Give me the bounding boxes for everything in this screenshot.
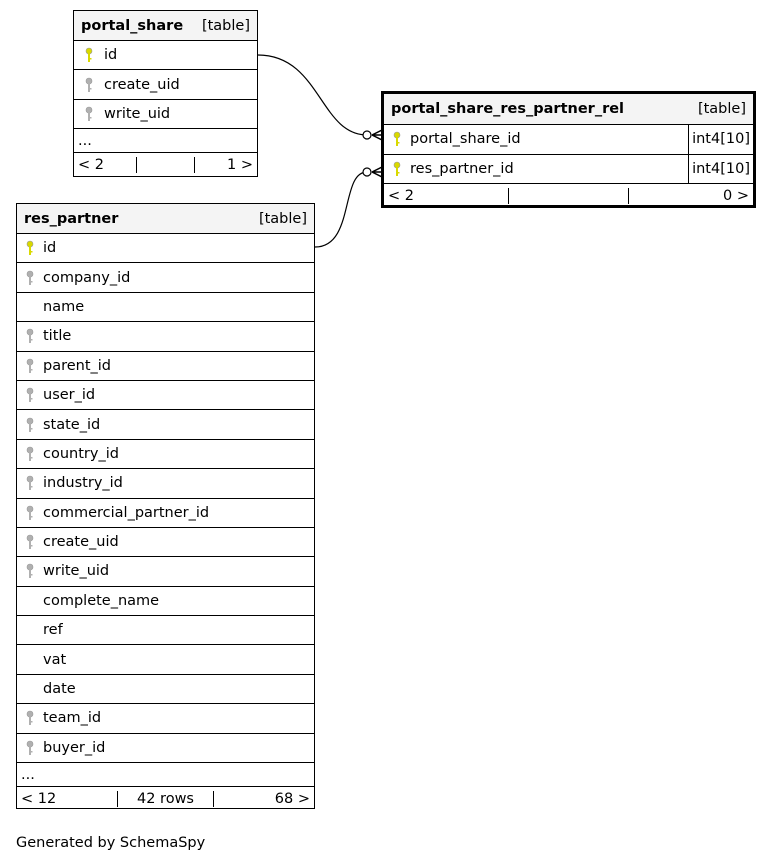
primary-key-icon — [74, 47, 104, 63]
column-row[interactable] — [384, 125, 753, 155]
column-row[interactable] — [17, 293, 314, 322]
column-name: vat — [43, 651, 67, 668]
foreign-key-icon — [17, 328, 43, 344]
column-name: state_id — [43, 416, 101, 433]
column-row[interactable] — [17, 234, 314, 263]
edge-portal-share-id-zero-marker — [363, 131, 371, 139]
column-name: commercial_partner_id — [43, 504, 210, 521]
footer-parents: < 2 — [78, 156, 104, 173]
column-type: int4[10] — [688, 125, 753, 154]
column-name: complete_name — [43, 592, 160, 609]
footer-rows — [136, 157, 195, 173]
column-name: create_uid — [104, 76, 180, 93]
foreign-key-icon — [17, 740, 43, 756]
table-header — [74, 11, 257, 41]
foreign-key-icon — [17, 534, 43, 550]
more-columns: ... — [17, 763, 314, 787]
table-kind: [table] — [697, 101, 746, 117]
column-row[interactable] — [17, 499, 314, 528]
foreign-key-icon — [17, 358, 43, 374]
column-name: res_partner_id — [410, 160, 514, 177]
column-row[interactable] — [17, 645, 314, 674]
column-row[interactable] — [74, 41, 257, 70]
more-columns: ... — [74, 129, 257, 153]
edge-res-partner-id-zero-marker — [363, 168, 371, 176]
column-name: user_id — [43, 387, 96, 404]
column-row[interactable] — [17, 410, 314, 439]
foreign-key-icon — [17, 563, 43, 579]
footer-children: 68 > — [213, 791, 314, 807]
column-name: parent_id — [43, 357, 112, 374]
column-row[interactable] — [74, 70, 257, 99]
edge-portal-share-id — [258, 55, 367, 135]
table-footer — [384, 184, 753, 208]
table-header — [17, 204, 314, 234]
column-name: id — [104, 47, 118, 64]
footer-parents: < 12 — [21, 790, 57, 807]
foreign-key-icon — [17, 270, 43, 286]
column-name: id — [43, 240, 57, 257]
foreign-key-icon — [17, 387, 43, 403]
table-footer — [74, 153, 257, 176]
footer-children: 0 > — [628, 188, 753, 204]
table-header — [384, 94, 753, 125]
column-row[interactable] — [17, 352, 314, 381]
column-row[interactable] — [17, 381, 314, 410]
table-title: portal_share — [81, 17, 184, 34]
table-kind: [table] — [201, 17, 250, 34]
column-name: date — [43, 681, 76, 698]
column-name: title — [43, 328, 72, 345]
column-row[interactable] — [17, 704, 314, 733]
table-title: portal_share_res_partner_rel — [391, 101, 625, 117]
column-name: write_uid — [43, 563, 110, 580]
column-row[interactable] — [384, 155, 753, 185]
column-name: country_id — [43, 445, 119, 462]
column-row[interactable] — [74, 100, 257, 129]
column-name: name — [43, 298, 85, 315]
column-row[interactable] — [17, 557, 314, 586]
column-row[interactable] — [17, 675, 314, 704]
footer-children: 1 > — [194, 157, 257, 173]
foreign-key-icon — [17, 505, 43, 521]
table-kind: [table] — [258, 210, 307, 227]
table-portal-share-res-partner-rel[interactable] — [381, 91, 756, 208]
column-row[interactable] — [17, 587, 314, 616]
column-name: team_id — [43, 710, 102, 727]
primary-key-icon — [384, 131, 410, 147]
column-row[interactable] — [17, 322, 314, 351]
edge-res-partner-id — [315, 172, 367, 247]
column-type: int4[10] — [688, 155, 753, 184]
table-title: res_partner — [24, 210, 119, 227]
column-name: ref — [43, 622, 63, 639]
foreign-key-icon — [74, 106, 104, 122]
footer-rows — [508, 188, 629, 204]
table-res-partner[interactable] — [16, 203, 315, 809]
foreign-key-icon — [17, 417, 43, 433]
column-name: buyer_id — [43, 739, 106, 756]
column-name: create_uid — [43, 534, 119, 551]
foreign-key-icon — [17, 475, 43, 491]
table-footer — [17, 787, 314, 810]
column-row[interactable] — [17, 528, 314, 557]
footer-rows: 42 rows — [117, 791, 214, 807]
column-name: portal_share_id — [410, 131, 521, 148]
primary-key-icon — [17, 240, 43, 256]
column-name: write_uid — [104, 105, 171, 122]
table-portal-share[interactable] — [73, 10, 258, 177]
column-name: company_id — [43, 269, 131, 286]
column-row[interactable] — [17, 616, 314, 645]
column-row[interactable] — [17, 469, 314, 498]
foreign-key-icon — [17, 446, 43, 462]
primary-key-icon — [384, 161, 410, 177]
foreign-key-icon — [17, 710, 43, 726]
column-name: industry_id — [43, 475, 123, 492]
column-row[interactable] — [17, 734, 314, 763]
column-row[interactable] — [17, 263, 314, 292]
column-row[interactable] — [17, 440, 314, 469]
generator-credit: Generated by SchemaSpy — [16, 835, 206, 851]
footer-parents: < 2 — [388, 188, 414, 204]
foreign-key-icon — [74, 77, 104, 93]
